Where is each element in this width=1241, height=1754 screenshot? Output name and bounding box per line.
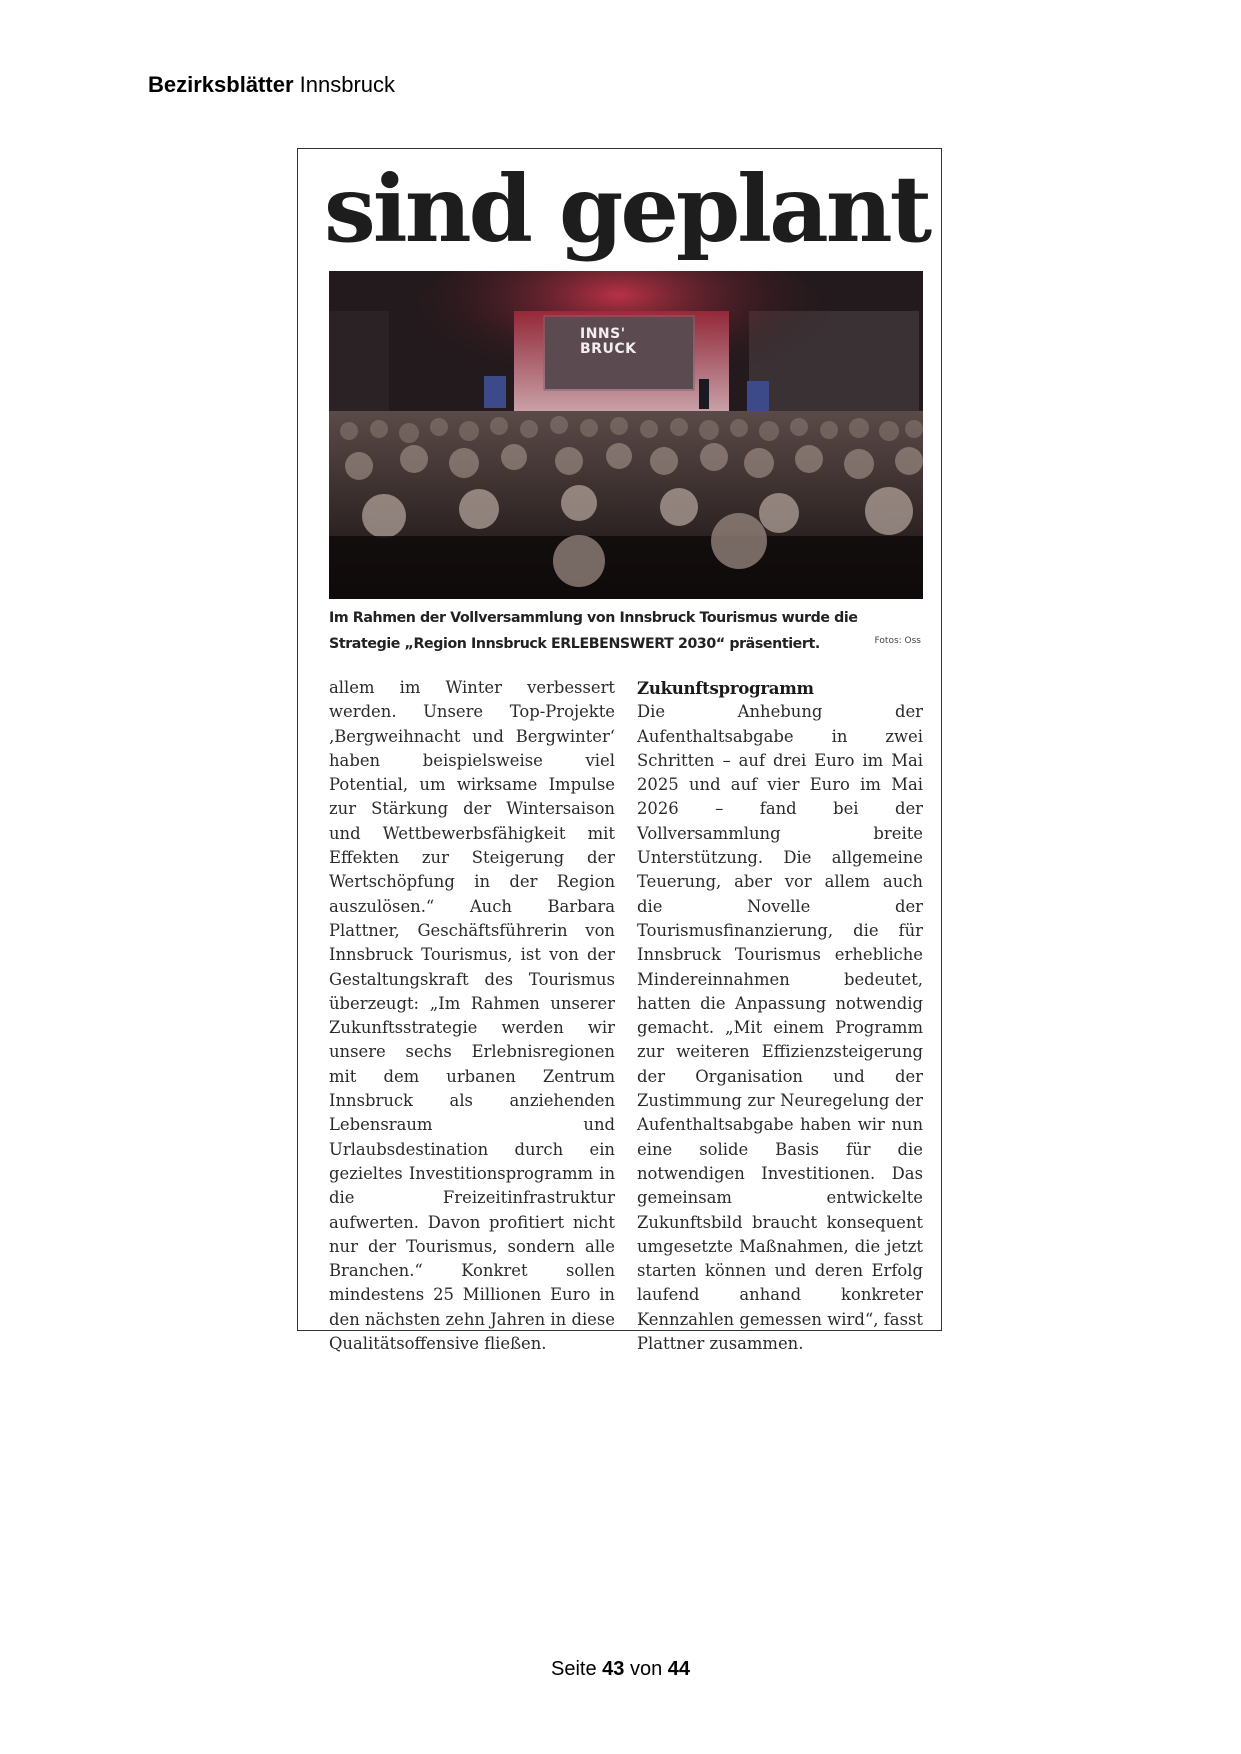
page-separator: von [629,1658,663,1680]
screen-logo-text [580,327,636,357]
publication-name: Bezirksblätter [148,72,294,97]
photo-caption: Im Rahmen der Vollversammlung von Innsbruck Tourismus wurde die Strategie „Region Innsbruck ERLEBENSWERT 2030“ präsentiert. [329,610,858,652]
page-footer [0,1658,1241,1681]
article-column-left [329,676,615,1356]
current-page-number: 43 [602,1658,625,1680]
page-header [148,72,395,98]
page-label: Seite [550,1658,597,1680]
audience-photo [329,271,923,599]
article-headline: sind geplant [324,155,930,263]
article-body-right: Die Anhebung der Aufenthaltsabgabe in zwei Schritten – auf drei Euro im Mai 2025 und auf vier Euro im Mai 2026 – fand bei der Vollversammlung breite Unterstützung. Die allgemeine Teuerung, aber vor allem auch die Novelle der Tourismusfinanzierung, die für Innsbruck Tourismus erhebliche Mindereinnahmen bedeutet, hatten die Anpassung notwendig gemacht. „Mit einem Programm zur weiteren Effizienzsteigerung der Organisation und der Zustimmung zur Neuregelung der Aufenthaltsabgabe haben wir nun eine solide Basis für die notwendigen Investitionen. Das gemeinsam entwickelte Zukunftsbild braucht konsequent umgesetzte Maßnahmen, die jetzt starten können und deren Erfolg laufend anhand konkreter Kennzahlen gemessen wird“, fasst Plattner zusammen. [637,702,923,1354]
article-photo [329,271,923,599]
screen-logo-line1: INNS' [580,326,626,342]
screen-logo-line2: BRUCK [580,341,637,357]
publication-region: Innsbruck [299,72,396,97]
newspaper-clipping [297,148,942,1354]
total-pages-number: 44 [667,1658,691,1680]
article-body-left: allem im Winter verbessert werden. Unsere Top-Projekte ‚Bergweihnacht und Bergwinter‘ haben beispielsweise viel Potential, um wirksame Impulse zur Stärkung der Wintersaison und Wettbewerbsfähigkeit mit Effekten zur Steigerung der Wertschöpfung in der Region auszulösen.“ Auch Barbara Plattner, Geschäftsführerin von Innsbruck Tourismus, ist von der Gestaltungskraft des Tourismus überzeugt: „Im Rahmen unserer Zukunftsstrategie werden wir unsere sechs Erlebnisregionen mit dem urbanen Zentrum Innsbruck als anziehenden Lebensraum und Urlaubsdestination durch ein gezieltes Investitionsprogramm in die Freizeitinfrastruktur aufwerten. Davon profitiert nicht nur der Tourismus, sondern alle Branchen.“ Konkret sollen mindestens 25 Millionen Euro in den nächsten zehn Jahren in diese Qualitätsoffensive fließen. [329,678,615,1354]
article-column-right [637,676,923,1356]
photo-credit: Fotos: Oss [874,636,921,646]
article-subheading: Zukunftsprogramm [637,678,814,698]
